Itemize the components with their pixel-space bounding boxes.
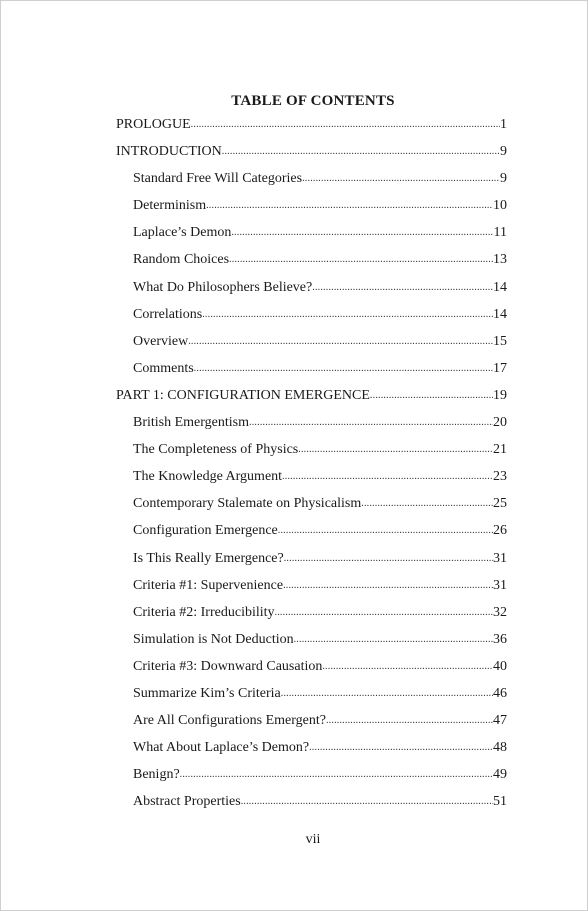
toc-entry-label: PROLOGUE: [116, 117, 191, 132]
page-number: vii: [305, 832, 321, 847]
toc-entry-page-number: 40: [493, 658, 507, 674]
dot-leader: [284, 553, 493, 565]
toc-entry-page-number: 26: [493, 523, 507, 539]
toc-entry-page-number: 23: [493, 469, 507, 485]
dot-leader: [202, 309, 493, 321]
toc-entry-label: PART 1: CONFIGURATION EMERGENCE: [116, 387, 370, 403]
toc-entry-label: What Do Philosophers Believe?: [133, 279, 313, 295]
toc-title: TABLE OF CONTENTS: [231, 93, 395, 109]
toc-entry-label: Overview: [133, 333, 189, 349]
toc-entry-label: Determinism: [133, 198, 207, 214]
toc-entry-page-number: 48: [493, 740, 507, 756]
toc-entry-label: Laplace’s Demon: [133, 225, 232, 241]
toc-entry-label: Abstract Properties: [133, 794, 241, 810]
dot-leader: [281, 688, 493, 700]
toc-entry: [116, 458, 507, 485]
toc-entry: [116, 323, 507, 350]
toc-entry-label: Criteria #3: Downward Causation: [133, 658, 323, 674]
toc-entry-label: Comments: [133, 360, 194, 376]
toc-entry-label: Contemporary Stalemate on Physicalism: [133, 496, 362, 512]
toc-entry: [116, 512, 507, 539]
dot-leader: [361, 498, 493, 510]
toc-entry: [116, 377, 507, 404]
toc-entry-page-number: 21: [493, 442, 507, 458]
toc-entry-page-number: 51: [493, 794, 507, 810]
toc-entry-page-number: 19: [493, 387, 507, 403]
toc-entry-page-number: 47: [493, 713, 507, 729]
toc-entry: [116, 621, 507, 648]
dot-leader: [188, 336, 493, 348]
toc-entry-page-number: 31: [493, 577, 507, 593]
toc-entry-label: Random Choices: [133, 252, 230, 268]
dot-leader: [241, 796, 493, 808]
toc-entry-page-number: 17: [493, 360, 507, 376]
dot-leader: [275, 607, 493, 619]
toc-entry: [116, 756, 507, 783]
toc-entry: [116, 783, 507, 810]
toc-entry: [116, 675, 507, 702]
toc-entry: [116, 594, 507, 621]
toc-entry-label: Simulation is Not Deduction: [133, 631, 294, 647]
toc-entry-label: The Completeness of Physics: [133, 442, 299, 458]
dot-leader: [302, 173, 500, 185]
toc-list: [116, 113, 507, 810]
toc-entry-label: Is This Really Emergence?: [133, 550, 284, 566]
dot-leader: [326, 715, 493, 727]
dot-leader: [229, 254, 493, 266]
toc-entry-page-number: 14: [493, 306, 507, 322]
toc-entry-page-number: 46: [493, 685, 507, 701]
toc-entry: [116, 160, 507, 187]
dot-leader: [283, 580, 493, 592]
dot-leader: [180, 769, 493, 781]
toc-entry-page-number: 49: [493, 767, 507, 783]
dot-leader: [206, 200, 493, 212]
dot-leader: [282, 471, 493, 483]
toc-entry-page-number: 11: [493, 225, 507, 241]
toc-entry-label: Criteria #2: Irreducibility: [133, 604, 275, 620]
dot-leader: [298, 444, 493, 456]
toc-entry: [116, 485, 507, 512]
toc-entry-page-number: 9: [500, 144, 507, 160]
toc-entry: [116, 404, 507, 431]
dot-leader: [249, 417, 493, 429]
toc-entry-label: Correlations: [133, 306, 203, 322]
dot-leader: [309, 742, 493, 754]
toc-entry-page-number: 31: [493, 550, 507, 566]
dot-leader: [222, 146, 500, 158]
dot-leader: [370, 390, 493, 402]
toc-entry: [116, 702, 507, 729]
toc-entry-page-number: 10: [493, 198, 507, 214]
toc-entry-label: British Emergentism: [133, 415, 250, 431]
dot-leader: [294, 634, 493, 646]
toc-entry: [116, 296, 507, 323]
toc-entry-page-number: 20: [493, 415, 507, 431]
toc-entry: [116, 268, 507, 295]
toc-entry: [116, 113, 507, 133]
toc-entry-label: Criteria #1: Supervenience: [133, 577, 284, 593]
toc-entry: [116, 214, 507, 241]
toc-entry-page-number: 1: [500, 117, 507, 132]
toc-entry-page-number: 36: [493, 631, 507, 647]
dot-leader: [312, 282, 493, 294]
dot-leader: [194, 363, 493, 375]
toc-entry-page-number: 15: [493, 333, 507, 349]
toc-entry: [116, 567, 507, 594]
dot-leader: [191, 119, 500, 131]
dot-leader: [278, 525, 493, 537]
toc-entry: [116, 187, 507, 214]
toc-entry-label: Are All Configurations Emergent?: [133, 713, 326, 729]
toc-entry: [116, 539, 507, 566]
toc-entry: [116, 241, 507, 268]
toc-entry-page-number: 9: [500, 171, 507, 187]
toc-entry: [116, 133, 507, 160]
toc-entry: [116, 431, 507, 458]
toc-entry: [116, 729, 507, 756]
toc-entry: [116, 350, 507, 377]
toc-entry-label: Configuration Emergence: [133, 523, 278, 539]
toc-entry-page-number: 13: [493, 252, 507, 268]
dot-leader: [231, 227, 493, 239]
toc-entry-label: The Knowledge Argument: [133, 469, 283, 485]
toc-entry-label: INTRODUCTION: [116, 144, 222, 160]
toc-entry-label: What About Laplace’s Demon?: [133, 740, 310, 756]
toc-entry-label: Benign?: [133, 767, 180, 783]
toc-entry-page-number: 14: [493, 279, 507, 295]
toc-entry-label: Summarize Kim’s Criteria: [133, 685, 281, 701]
toc-entry-page-number: 32: [493, 604, 507, 620]
toc-entry-label: Standard Free Will Categories: [133, 171, 303, 187]
dot-leader: [322, 661, 493, 673]
toc-entry-page-number: 25: [493, 496, 507, 512]
toc-entry: [116, 648, 507, 675]
